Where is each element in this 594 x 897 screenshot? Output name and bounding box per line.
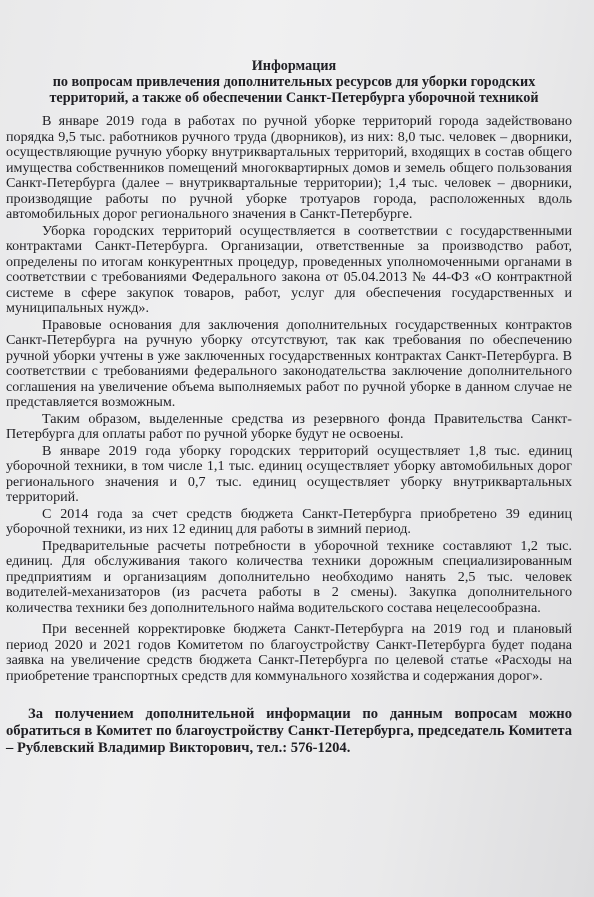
paragraph-budget-request: При весенней корректировке бюджета Санкт-Петербурга на 2019 год и плановый период 2020 и 2021 годов Комитетом по благоустройству Санкт-Петербурга будет подана заявка на увеличение средств бюджета Санкт-Петербурга по целевой статье «Расходы на приобретение транспортных средств для коммунального хозяйства и содержания дорог». <box>6 621 572 684</box>
paragraph-equipment-needs: Предварительные расчеты потребности в уборочной технике составляют 1,2 тыс. единиц. Для обслуживания такого количества техники дорожным специализированным предприятиям и организациям дополнительно необходимо нанять 2,5 тыс. человек водителей-механизаторов (из расчета работы в 2 смены). Закупка дополнительного количества техники без дополнительного найма водительского состава нецелесообразна. <box>6 537 572 616</box>
document-title: Информация <box>251 58 337 74</box>
contact-information: За получением дополнительной информации по данным вопросам можно обратиться в Комитет по благоустройству Санкт-Петербурга, председатель Комитета – Рублевский Владимир Викторович, тел.: 576-1204. <box>6 706 572 756</box>
paragraph-legal-basis: Правовые основания для заключения дополнительных государственных контрактов Санкт-Петербурга на ручную уборку отсутствуют, так как требования по обеспечению ручной уборки учтены в уже заключенных государственных контрактах Санкт-Петербурга. В соответствии с требованиями федерального законодательства заключение дополнительного соглашения на увеличение объема выполняемых работ по ручной уборке в данном случае не представляется возможным. <box>6 316 572 410</box>
paragraph-reserve-fund: Таким образом, выделенные средства из резервного фонда Правительства Санкт-Петербурга для оплаты работ по ручной уборке будут не освоены. <box>6 410 572 442</box>
document-subtitle-line-2: территорий, а также об обеспечении Санкт-Петербурга уборочной техникой <box>49 90 539 106</box>
paragraph-equipment-purchased: С 2014 года за счет средств бюджета Санкт-Петербурга приобретено 39 единиц уборочной техники, из них 12 единиц для работы в зимний период. <box>6 505 572 537</box>
document-header <box>6 58 572 106</box>
document-subtitle-line-1: по вопросам привлечения дополнительных ресурсов для уборки городских <box>52 74 536 90</box>
paragraph-staffing: В январе 2019 года в работах по ручной уборке территорий города задействовано порядка 9,5 тыс. работников ручного труда (дворников), из них: 8,0 тыс. человек – дворники, осуществляющие ручную уборку внутриквартальных территорий, входящих в состав общего имущества собственников помещений многоквартирных домов и земель общего пользования Санкт-Петербурга (далее – внутриквартальные территории); 1,4 тыс. человек – дворники, производящие работы по ручной уборке тротуаров города, расположенных вдоль автомобильных дорог регионального значения в Санкт-Петербурге. <box>6 113 572 222</box>
paragraph-contracts: Уборка городских территорий осуществляется в соответствии с государственными контрактами Санкт-Петербурга. Организации, ответственные за производство работ, определены по итогам конкурентных процедур, проведенных уполномоченными органами в соответствии с требованиями Федерального закона от 05.04.2013 № 44-ФЗ «О контрактной системе в сфере закупок товаров, работ, услуг для обеспечения государственных и муниципальных нужд». <box>6 222 572 316</box>
paragraph-equipment-usage: В январе 2019 года уборку городских территорий осуществляет 1,8 тыс. единиц уборочной техники, в том числе 1,1 тыс. единиц осуществляет уборку автомобильных дорог регионального значения и 0,7 тыс. единиц осуществляет уборку внутриквартальных территорий. <box>6 442 572 505</box>
